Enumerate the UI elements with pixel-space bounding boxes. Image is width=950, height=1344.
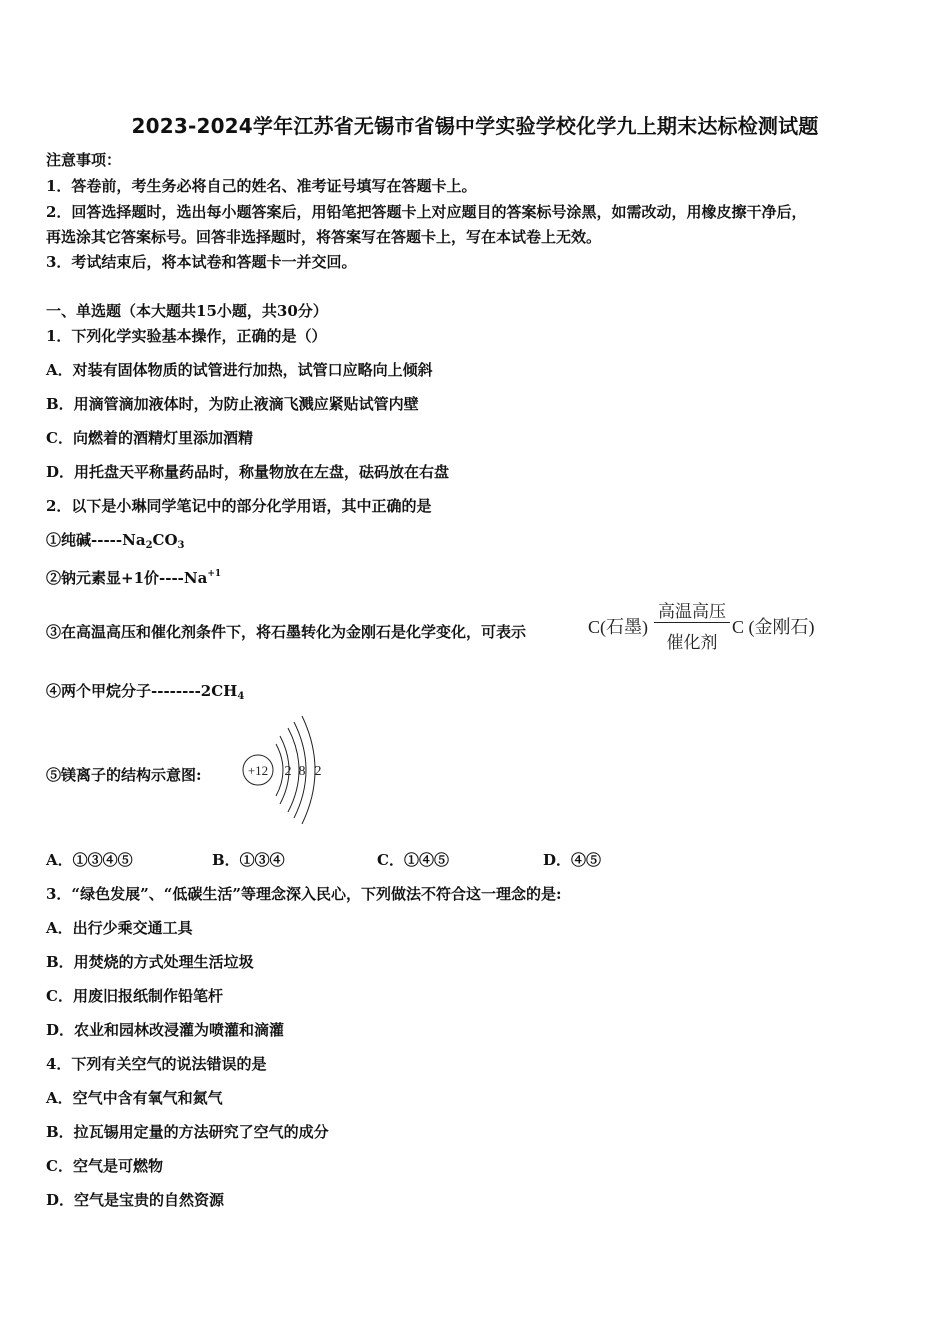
q2-item-4: ④两个甲烷分子$--------2CH_4$ [46,682,245,702]
equation-condition-top: 高温高压 [658,602,726,621]
section-heading: 一、单选题（本大题共15小题，共30分） [46,302,328,320]
notice-item: 再选涂其它答案标号。回答非选择题时，将答案写在答题卡上，写在本试卷上无效。 [46,228,602,246]
shell-electrons: 2 [284,764,292,779]
q2-item-1: ①纯碱$-----Na_2CO_3$ [46,531,185,551]
equation-bar [654,622,730,623]
notice-item: 2．回答选择题时，选出每小题答案后，用铅笔把答题卡上对应题目的答案标号涂黑，如需改动，用橡皮擦干净后， [46,203,807,221]
shell-arc [276,744,283,796]
q1-option-c: C．向燃着的酒精灯里添加酒精 [46,429,253,447]
q3-option-c: C．用废旧报纸制作铅笔杆 [46,987,223,1005]
q1-stem: 1．下列化学实验基本操作，正确的是（） [46,327,327,345]
notice-heading: 注意事项： [46,151,122,169]
q2-stem: 2．以下是小琳同学笔记中的部分化学用语，其中正确的是 [46,497,432,515]
q3-stem: 3．“绿色发展”、“低碳生活”等理念深入民心，下列做法不符合这一理念的是: [46,885,562,903]
shell-electrons: 8 [298,764,306,779]
nucleus-charge: +12 [247,763,269,778]
q2-item-2: ②钠元素显+1价$----Na^{+1}$ [46,569,222,587]
q2-option-c: C．①④⑤ [377,851,449,869]
q3-option-a: A．出行少乘交通工具 [46,919,193,937]
equation-product: C (金刚石) [732,617,815,637]
notice-item: 3．考试结束后，将本试卷和答题卡一并交回。 [46,253,357,271]
q4-stem: 4．下列有关空气的说法错误的是 [46,1055,267,1073]
q4-option-b: B．拉瓦锡用定量的方法研究了空气的成分 [46,1123,329,1141]
magnesium-ion-diagram [236,714,332,824]
q4-option-c: C．空气是可燃物 [46,1157,163,1175]
graphite-diamond-equation [588,597,838,657]
q1-option-d: D．用托盘天平称量药品时，称量物放在左盘，砝码放在右盘 [46,463,450,481]
shell-electrons: 2 [314,764,322,779]
q2-item-3: ③在高温高压和催化剂条件下，将石墨转化为金刚石是化学变化，可表示 [46,623,527,641]
q2-option-d: D．④⑤ [543,851,602,869]
q3-option-b: B．用焚烧的方式处理生活垃圾 [46,953,254,971]
q2-option-a: A．①③④⑤ [46,851,133,869]
q1-option-b: B．用滴管滴加液体时，为防止液滴飞溅应紧贴试管内壁 [46,395,419,413]
q1-option-a: A．对装有固体物质的试管进行加热，试管口应略向上倾斜 [46,361,433,379]
equation-condition-bottom: 催化剂 [666,633,718,652]
q3-option-d: D．农业和园林改浸灌为喷灌和滴灌 [46,1021,285,1039]
q4-option-a: A．空气中含有氧气和氮气 [46,1089,223,1107]
notice-item: 1．答卷前，考生务必将自己的姓名、准考证号填写在答题卡上。 [46,177,477,195]
equation-reactant: C(石墨) [588,617,648,637]
q2-item-5: ⑤镁离子的结构示意图: [46,766,202,784]
page-title: 2023-2024学年江苏省无锡市省锡中学实验学校化学九上期末达标检测试题 [131,114,819,138]
q2-option-b: B．①③④ [212,851,285,869]
q4-option-d: D．空气是宝贵的自然资源 [46,1191,225,1209]
